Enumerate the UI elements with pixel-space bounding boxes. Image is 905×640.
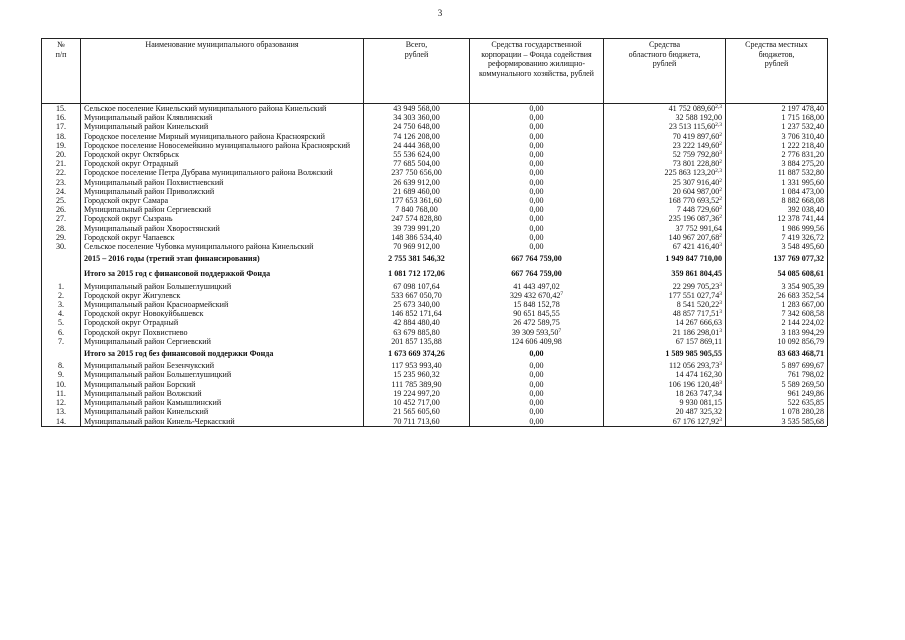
table-bottom-border bbox=[41, 426, 827, 427]
table-row bbox=[42, 141, 828, 150]
total-amount: 177 653 361,60 bbox=[364, 196, 470, 205]
local-budget-amount: 7 419 326,72 bbox=[726, 233, 828, 242]
row-number: 24. bbox=[42, 187, 81, 196]
row-number: 6. bbox=[42, 328, 81, 337]
local-budget-amount: 961 249,86 bbox=[726, 389, 828, 398]
row-number: 22. bbox=[42, 168, 81, 177]
total-amount: 10 452 717,00 bbox=[364, 398, 470, 407]
local-budget-amount: 522 635,85 bbox=[726, 398, 828, 407]
municipality-name: Городское поселение Новосемейкино муниципального района Красноярский bbox=[81, 141, 364, 150]
regional-budget-amount: 14 474 162,30 bbox=[604, 370, 726, 379]
fund-amount: 0,00 bbox=[470, 361, 604, 370]
regional-budget-amount: 1 589 985 905,55 bbox=[604, 346, 726, 361]
local-budget-amount: 10 092 856,79 bbox=[726, 337, 828, 346]
fund-amount: 329 432 670,42$^7$ bbox=[470, 291, 604, 300]
row-number: 5. bbox=[42, 318, 81, 327]
row-number: 17. bbox=[42, 122, 81, 131]
fund-amount: 0,00 bbox=[470, 187, 604, 196]
regional-budget-amount: 18 263 747,34 bbox=[604, 389, 726, 398]
municipality-name: Муниципальный район Кинель-Черкасский bbox=[81, 417, 364, 426]
table-row bbox=[42, 242, 828, 251]
row-number: 18. bbox=[42, 132, 81, 141]
fund-amount: 26 472 589,75 bbox=[470, 318, 604, 327]
fund-amount: 15 848 152,78 bbox=[470, 300, 604, 309]
regional-budget-amount: 235 196 087,36$^2$ bbox=[604, 214, 726, 223]
total-amount: 55 536 624,00 bbox=[364, 150, 470, 159]
total-amount: 34 303 360,00 bbox=[364, 113, 470, 122]
total-amount: 1 673 669 374,26 bbox=[364, 346, 470, 361]
local-budget-amount: 11 887 532,80 bbox=[726, 168, 828, 177]
footnote-marker: 3 bbox=[719, 416, 722, 423]
footnote-marker: 2 bbox=[719, 205, 722, 212]
local-budget-amount: 1 222 218,40 bbox=[726, 141, 828, 150]
table-row bbox=[42, 104, 828, 114]
table-row bbox=[42, 187, 828, 196]
footnote-marker: 2 bbox=[719, 131, 722, 138]
local-budget-amount: 3 535 585,68 bbox=[726, 417, 828, 426]
row-number: 29. bbox=[42, 233, 81, 242]
table-header bbox=[42, 39, 828, 104]
municipality-name: Городской округ Отрадный bbox=[81, 159, 364, 168]
footnote-marker: 2 bbox=[719, 177, 722, 184]
header-total: Всего, рублей bbox=[364, 39, 470, 104]
local-budget-amount: 2 776 831,20 bbox=[726, 150, 828, 159]
municipality-name: Итого за 2015 год без финансовой поддержки Фонда bbox=[81, 346, 364, 361]
fund-amount: 0,00 bbox=[470, 370, 604, 379]
regional-budget-amount: 23 513 115,60$^{2,3}$ bbox=[604, 122, 726, 131]
fund-amount: 0,00 bbox=[470, 104, 604, 114]
local-budget-amount: 3 183 994,29 bbox=[726, 328, 828, 337]
row-number: 14. bbox=[42, 417, 81, 426]
fund-amount: 39 309 593,50$^7$ bbox=[470, 328, 604, 337]
table-row bbox=[42, 309, 828, 318]
footnote-marker: 3 bbox=[719, 309, 722, 316]
regional-budget-amount: 32 588 192,00 bbox=[604, 113, 726, 122]
summary-row bbox=[42, 266, 828, 281]
table-row bbox=[42, 132, 828, 141]
footnote-marker: 2,3 bbox=[715, 104, 722, 110]
footnote-marker: 2 bbox=[719, 186, 722, 193]
fund-amount: 0,00 bbox=[470, 214, 604, 223]
row-number: 8. bbox=[42, 361, 81, 370]
regional-budget-amount: 112 056 293,73$^3$ bbox=[604, 361, 726, 370]
total-amount: 146 852 171,64 bbox=[364, 309, 470, 318]
row-number: 3. bbox=[42, 300, 81, 309]
local-budget-amount: 83 683 468,71 bbox=[726, 346, 828, 361]
total-amount: 70 711 713,60 bbox=[364, 417, 470, 426]
row-number: 23. bbox=[42, 178, 81, 187]
total-amount: 21 689 460,00 bbox=[364, 187, 470, 196]
fund-amount: 0,00 bbox=[470, 242, 604, 251]
municipality-name: Городской округ Сызрань bbox=[81, 214, 364, 223]
local-budget-amount: 3 354 905,39 bbox=[726, 282, 828, 291]
total-amount: 24 444 368,00 bbox=[364, 141, 470, 150]
total-amount: 247 574 828,80 bbox=[364, 214, 470, 223]
row-number: 19. bbox=[42, 141, 81, 150]
municipality-name: Муниципальный район Безенчукский bbox=[81, 361, 364, 370]
fund-amount: 41 443 497,02 bbox=[470, 282, 604, 291]
allocation-table bbox=[41, 38, 828, 426]
footnote-marker: 3 bbox=[719, 242, 722, 249]
local-budget-amount: 1 283 667,00 bbox=[726, 300, 828, 309]
header-num: № п/п bbox=[42, 39, 81, 104]
local-budget-amount: 3 706 310,40 bbox=[726, 132, 828, 141]
total-amount: 26 639 912,00 bbox=[364, 178, 470, 187]
row-number: 28. bbox=[42, 224, 81, 233]
row-number: 30. bbox=[42, 242, 81, 251]
municipality-name: Муниципальный район Кинельский bbox=[81, 407, 364, 416]
municipality-name: Муниципальный район Кинельский bbox=[81, 122, 364, 131]
footnote-marker: 3 bbox=[719, 327, 722, 334]
table-row bbox=[42, 318, 828, 327]
local-budget-amount: 3 884 275,20 bbox=[726, 159, 828, 168]
fund-amount: 0,00 bbox=[470, 417, 604, 426]
table-row bbox=[42, 370, 828, 379]
table-row bbox=[42, 113, 828, 122]
regional-budget-amount: 37 752 991,64 bbox=[604, 224, 726, 233]
table-body bbox=[42, 104, 828, 426]
total-amount: 533 667 050,70 bbox=[364, 291, 470, 300]
fund-amount: 90 651 845,55 bbox=[470, 309, 604, 318]
local-budget-amount: 392 038,40 bbox=[726, 205, 828, 214]
regional-budget-amount: 9 930 081,15 bbox=[604, 398, 726, 407]
total-amount: 201 857 135,88 bbox=[364, 337, 470, 346]
municipality-name: Городской округ Похвистнево bbox=[81, 328, 364, 337]
footnote-marker: 3 bbox=[719, 361, 722, 368]
regional-budget-amount: 73 801 228,80$^2$ bbox=[604, 159, 726, 168]
total-amount: 2 755 381 546,32 bbox=[364, 251, 470, 266]
municipality-name: Муниципальный район Похвистневский bbox=[81, 178, 364, 187]
municipality-name: Итого за 2015 год с финансовой поддержкой Фонда bbox=[81, 266, 364, 281]
total-amount: 43 949 568,00 bbox=[364, 104, 470, 114]
local-budget-amount: 1 986 999,56 bbox=[726, 224, 828, 233]
regional-budget-amount: 52 759 792,80$^3$ bbox=[604, 150, 726, 159]
footnote-marker: 2,3 bbox=[715, 122, 722, 129]
row-number: 26. bbox=[42, 205, 81, 214]
total-amount: 67 098 107,64 bbox=[364, 282, 470, 291]
row-number bbox=[42, 266, 81, 281]
local-budget-amount: 2 197 478,40 bbox=[726, 104, 828, 114]
fund-amount: 0,00 bbox=[470, 141, 604, 150]
regional-budget-amount: 168 770 693,52$^2$ bbox=[604, 196, 726, 205]
footnote-marker: 7 bbox=[560, 290, 564, 297]
row-number: 9. bbox=[42, 370, 81, 379]
row-number: 2. bbox=[42, 291, 81, 300]
regional-budget-amount: 67 421 416,40$^3$ bbox=[604, 242, 726, 251]
row-number: 15. bbox=[42, 104, 81, 114]
regional-budget-amount: 106 196 120,48$^3$ bbox=[604, 380, 726, 389]
regional-budget-amount: 225 863 123,20$^{2,3}$ bbox=[604, 168, 726, 177]
fund-amount: 0,00 bbox=[470, 389, 604, 398]
fund-amount: 0,00 bbox=[470, 122, 604, 131]
table-row bbox=[42, 407, 828, 416]
municipality-name: Городской округ Новокуйбышевск bbox=[81, 309, 364, 318]
footnote-marker: 2 bbox=[719, 214, 722, 221]
local-budget-amount: 761 798,02 bbox=[726, 370, 828, 379]
regional-budget-amount: 25 307 916,40$^2$ bbox=[604, 178, 726, 187]
fund-amount: 0,00 bbox=[470, 346, 604, 361]
municipality-name: 2015 – 2016 годы (третий этап финансирования) bbox=[81, 251, 364, 266]
table-row bbox=[42, 282, 828, 291]
municipality-name: Сельское поселение Кинельский муниципального района Кинельский bbox=[81, 104, 364, 114]
municipality-name: Городской округ Самара bbox=[81, 196, 364, 205]
table-row bbox=[42, 159, 828, 168]
header-name: Наименование муниципального образования bbox=[81, 39, 364, 104]
regional-budget-amount: 23 222 149,60$^2$ bbox=[604, 141, 726, 150]
footnote-marker: 3 bbox=[719, 281, 722, 288]
page-number: 3 bbox=[437, 8, 443, 18]
row-number: 20. bbox=[42, 150, 81, 159]
footnote-marker: 3 bbox=[719, 300, 722, 307]
fund-amount: 667 764 759,00 bbox=[470, 251, 604, 266]
regional-budget-amount: 7 448 729,60$^2$ bbox=[604, 205, 726, 214]
municipality-name: Муниципальный район Камышлинский bbox=[81, 398, 364, 407]
table-row bbox=[42, 398, 828, 407]
table-row bbox=[42, 361, 828, 370]
total-amount: 117 953 993,40 bbox=[364, 361, 470, 370]
footnote-marker: 2 bbox=[719, 159, 722, 166]
municipality-name: Сельское поселение Чубовка муниципального района Кинельский bbox=[81, 242, 364, 251]
municipality-name: Муниципальный район Большеглушицкий bbox=[81, 370, 364, 379]
table-row bbox=[42, 389, 828, 398]
municipality-name: Муниципальный район Борский bbox=[81, 380, 364, 389]
municipality-name: Муниципальный район Сергиевский bbox=[81, 205, 364, 214]
regional-budget-amount: 8 541 520,22$^3$ bbox=[604, 300, 726, 309]
municipality-name: Городской округ Октябрьск bbox=[81, 150, 364, 159]
table-row bbox=[42, 196, 828, 205]
municipality-name: Муниципальный район Хворостянский bbox=[81, 224, 364, 233]
regional-budget-amount: 67 176 127,92$^3$ bbox=[604, 417, 726, 426]
footnote-marker: 3 bbox=[719, 290, 722, 297]
fund-amount: 0,00 bbox=[470, 233, 604, 242]
regional-budget-amount: 22 299 705,23$^3$ bbox=[604, 282, 726, 291]
row-number bbox=[42, 251, 81, 266]
local-budget-amount: 5 897 699,67 bbox=[726, 361, 828, 370]
row-number: 11. bbox=[42, 389, 81, 398]
local-budget-amount: 7 342 608,58 bbox=[726, 309, 828, 318]
row-number: 4. bbox=[42, 309, 81, 318]
local-budget-amount: 1 078 280,28 bbox=[726, 407, 828, 416]
municipality-name: Муниципальный район Волжский bbox=[81, 389, 364, 398]
municipality-name: Муниципальный район Клявлинский bbox=[81, 113, 364, 122]
regional-budget-amount: 177 551 027,74$^3$ bbox=[604, 291, 726, 300]
footnote-marker: 2,3 bbox=[715, 168, 722, 175]
table-row bbox=[42, 328, 828, 337]
total-amount: 39 739 991,20 bbox=[364, 224, 470, 233]
municipality-name: Городской округ Чапаевск bbox=[81, 233, 364, 242]
row-number: 12. bbox=[42, 398, 81, 407]
footnote-marker: 2 bbox=[719, 196, 722, 203]
total-amount: 70 969 912,00 bbox=[364, 242, 470, 251]
total-amount: 111 785 389,90 bbox=[364, 380, 470, 389]
local-budget-amount: 1 084 473,00 bbox=[726, 187, 828, 196]
header-fund: Средства государственной корпорации – Фонда содействия реформированию жилищно-коммунального хозяйства, рублей bbox=[470, 39, 604, 104]
fund-amount: 0,00 bbox=[470, 224, 604, 233]
fund-amount: 124 606 409,98 bbox=[470, 337, 604, 346]
row-number: 13. bbox=[42, 407, 81, 416]
municipality-name: Муниципальный район Большеглушицкий bbox=[81, 282, 364, 291]
total-amount: 15 235 960,32 bbox=[364, 370, 470, 379]
fund-amount: 0,00 bbox=[470, 178, 604, 187]
table-row bbox=[42, 417, 828, 426]
row-number bbox=[42, 346, 81, 361]
regional-budget-amount: 140 967 207,68$^2$ bbox=[604, 233, 726, 242]
footnote-marker: 7 bbox=[558, 327, 562, 334]
footnote-marker: 2 bbox=[719, 140, 722, 147]
row-number: 27. bbox=[42, 214, 81, 223]
summary-row bbox=[42, 346, 828, 361]
regional-budget-amount: 1 949 847 710,00 bbox=[604, 251, 726, 266]
table-row bbox=[42, 122, 828, 131]
local-budget-amount: 1 331 995,60 bbox=[726, 178, 828, 187]
total-amount: 24 750 648,00 bbox=[364, 122, 470, 131]
summary-row bbox=[42, 251, 828, 266]
table-row bbox=[42, 291, 828, 300]
total-amount: 21 565 605,60 bbox=[364, 407, 470, 416]
fund-amount: 0,00 bbox=[470, 205, 604, 214]
regional-budget-amount: 70 419 897,60$^2$ bbox=[604, 132, 726, 141]
table-row bbox=[42, 205, 828, 214]
local-budget-amount: 8 882 668,08 bbox=[726, 196, 828, 205]
local-budget-amount: 1 237 532,40 bbox=[726, 122, 828, 131]
row-number: 7. bbox=[42, 337, 81, 346]
local-budget-amount: 2 144 224,02 bbox=[726, 318, 828, 327]
fund-amount: 0,00 bbox=[470, 159, 604, 168]
row-number: 25. bbox=[42, 196, 81, 205]
local-budget-amount: 26 683 352,54 bbox=[726, 291, 828, 300]
table-row bbox=[42, 150, 828, 159]
row-number: 1. bbox=[42, 282, 81, 291]
table-row bbox=[42, 380, 828, 389]
total-amount: 148 386 534,40 bbox=[364, 233, 470, 242]
total-amount: 63 679 885,80 bbox=[364, 328, 470, 337]
fund-amount: 0,00 bbox=[470, 150, 604, 159]
total-amount: 42 884 480,40 bbox=[364, 318, 470, 327]
row-number: 16. bbox=[42, 113, 81, 122]
local-budget-amount: 3 548 495,60 bbox=[726, 242, 828, 251]
footnote-marker: 3 bbox=[719, 150, 722, 157]
regional-budget-amount: 14 267 666,63 bbox=[604, 318, 726, 327]
total-amount: 237 750 656,00 bbox=[364, 168, 470, 177]
total-amount: 77 685 504,00 bbox=[364, 159, 470, 168]
table-row bbox=[42, 337, 828, 346]
table-row bbox=[42, 224, 828, 233]
local-budget-amount: 1 715 168,00 bbox=[726, 113, 828, 122]
regional-budget-amount: 21 186 298,01$^3$ bbox=[604, 328, 726, 337]
table-row bbox=[42, 178, 828, 187]
fund-amount: 0,00 bbox=[470, 398, 604, 407]
regional-budget-amount: 67 157 869,11 bbox=[604, 337, 726, 346]
municipality-name: Городское поселение Петра Дубрава муниципального района Волжский bbox=[81, 168, 364, 177]
row-number: 10. bbox=[42, 380, 81, 389]
fund-amount: 0,00 bbox=[470, 196, 604, 205]
total-amount: 25 673 340,00 bbox=[364, 300, 470, 309]
local-budget-amount: 12 378 741,44 bbox=[726, 214, 828, 223]
row-number: 21. bbox=[42, 159, 81, 168]
municipality-name: Городской округ Жигулевск bbox=[81, 291, 364, 300]
footnote-marker: 3 bbox=[719, 379, 722, 386]
municipality-name: Городское поселение Мирный муниципального района Красноярский bbox=[81, 132, 364, 141]
total-amount: 1 081 712 172,06 bbox=[364, 266, 470, 281]
footnote-marker: 2 bbox=[719, 232, 722, 239]
local-budget-amount: 5 589 269,50 bbox=[726, 380, 828, 389]
local-budget-amount: 137 769 077,32 bbox=[726, 251, 828, 266]
regional-budget-amount: 359 861 804,45 bbox=[604, 266, 726, 281]
fund-amount: 0,00 bbox=[470, 132, 604, 141]
fund-amount: 0,00 bbox=[470, 113, 604, 122]
header-local: Средства местных бюджетов, рублей bbox=[726, 39, 828, 104]
fund-amount: 0,00 bbox=[470, 168, 604, 177]
regional-budget-amount: 41 752 089,60$^{2,3}$ bbox=[604, 104, 726, 114]
regional-budget-amount: 20 604 987,00$^2$ bbox=[604, 187, 726, 196]
total-amount: 7 840 768,00 bbox=[364, 205, 470, 214]
table-row bbox=[42, 214, 828, 223]
total-amount: 19 224 997,20 bbox=[364, 389, 470, 398]
municipality-name: Муниципальный район Сергиевский bbox=[81, 337, 364, 346]
header-regional: Средства областного бюджета, рублей bbox=[604, 39, 726, 104]
table-row bbox=[42, 300, 828, 309]
local-budget-amount: 54 085 608,61 bbox=[726, 266, 828, 281]
regional-budget-amount: 20 487 325,32 bbox=[604, 407, 726, 416]
regional-budget-amount: 48 857 717,51$^3$ bbox=[604, 309, 726, 318]
table-row bbox=[42, 233, 828, 242]
municipality-name: Муниципальный район Приволжский bbox=[81, 187, 364, 196]
fund-amount: 0,00 bbox=[470, 407, 604, 416]
municipality-name: Муниципальный район Красноармейский bbox=[81, 300, 364, 309]
table-row bbox=[42, 168, 828, 177]
fund-amount: 667 764 759,00 bbox=[470, 266, 604, 281]
total-amount: 74 126 208,00 bbox=[364, 132, 470, 141]
fund-amount: 0,00 bbox=[470, 380, 604, 389]
municipality-name: Городской округ Отрадный bbox=[81, 318, 364, 327]
